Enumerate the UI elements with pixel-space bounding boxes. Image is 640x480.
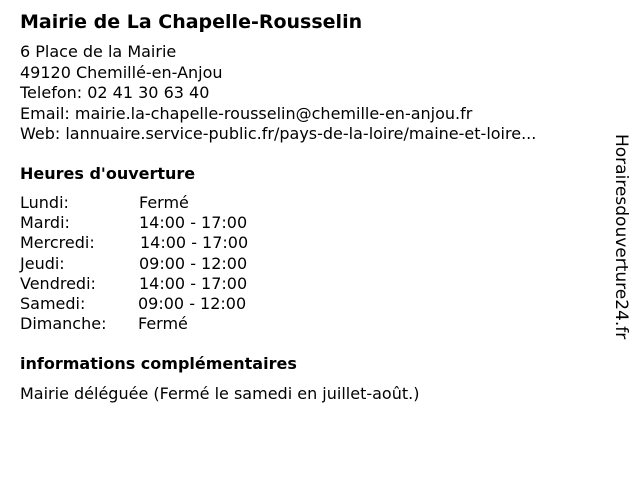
time-value: 14:00 - 17:00 — [139, 273, 248, 293]
address-block — [20, 42, 536, 145]
day-label: Jeudi: — [20, 253, 65, 273]
time-value: 14:00 - 17:00 — [139, 213, 248, 233]
time-value: Fermé — [138, 314, 188, 334]
day-label: Dimanche: — [20, 314, 107, 334]
site-watermark: Horairesdouverture24.fr — [611, 134, 631, 340]
time-value: 14:00 - 17:00 — [140, 233, 249, 253]
day-label: Vendredi: — [20, 273, 96, 293]
address-city: 49120 Chemillé-en-Anjou — [20, 62, 223, 82]
day-label: Lundi: — [20, 193, 69, 212]
time-value: Fermé — [139, 193, 189, 212]
email-line: Email: mairie.la-chapelle-rousselin@chemille-en-anjou.fr — [20, 103, 473, 123]
day-label: Samedi: — [20, 293, 86, 313]
info-heading: informations complémentaires — [20, 354, 297, 373]
page-title: Mairie de La Chapelle-Rousselin — [20, 11, 363, 33]
hours-heading: Heures d'ouverture — [20, 164, 196, 183]
day-label: Mercredi: — [20, 233, 95, 253]
phone-line: Telefon: 02 41 30 63 40 — [20, 83, 210, 102]
web-line: Web: lannuaire.service-public.fr/pays-de-la-loire/maine-et-loire... — [20, 124, 537, 143]
address-street: 6 Place de la Mairie — [20, 42, 177, 61]
time-value: 09:00 - 12:00 — [139, 253, 248, 273]
info-text: Mairie déléguée (Fermé le samedi en juillet-août.) — [20, 384, 420, 403]
day-label: Mardi: — [20, 213, 70, 233]
time-value: 09:00 - 12:00 — [138, 293, 247, 313]
